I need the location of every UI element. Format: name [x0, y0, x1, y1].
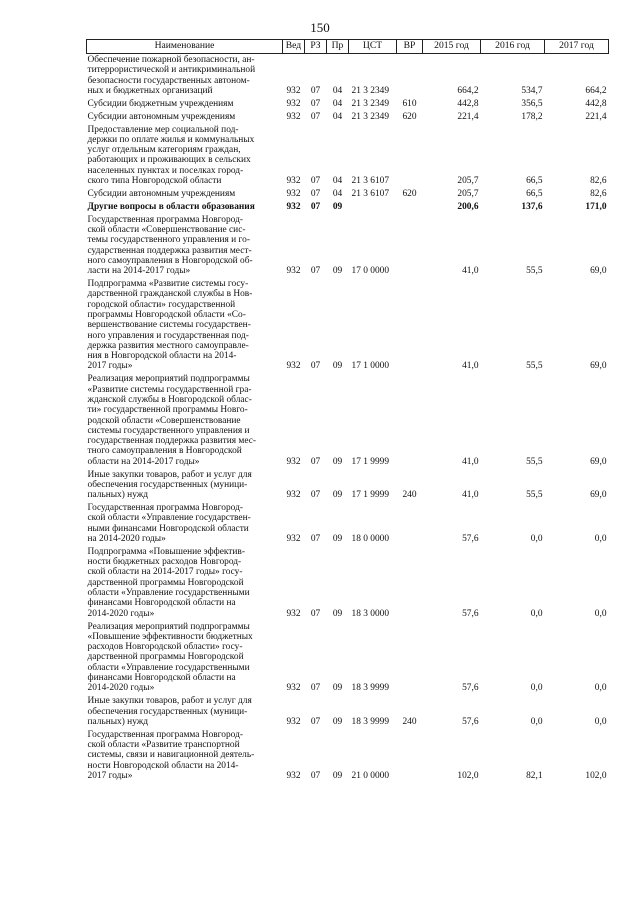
row-name-line: ской области «Развитие транспортной — [87, 740, 240, 751]
row-2015: 102,0 — [457, 770, 479, 781]
row-2017: 221,4 — [585, 111, 607, 122]
row-pr: 09 — [332, 266, 343, 277]
row-pr: 09 — [332, 456, 343, 467]
row-pr: 04 — [332, 85, 343, 96]
row-vr: 620 — [402, 111, 417, 122]
row-name-line: программы Новгородской области «Со- — [87, 309, 246, 320]
row-name — [87, 621, 283, 696]
row-2015: 57,6 — [462, 716, 479, 727]
row-name-line: ными финансами Новгородской области — [87, 523, 249, 534]
row-name-line: безопасности государственных автоном- — [87, 75, 250, 86]
row-ved: 932 — [286, 266, 301, 277]
row-name-line: Реализация мероприятий подпрограммы — [87, 621, 250, 632]
row-rz: 07 — [310, 85, 321, 96]
table-row — [87, 124, 609, 188]
table-row — [87, 201, 609, 214]
row-2016: 137,6 — [521, 201, 543, 212]
row-pr: 09 — [332, 716, 343, 727]
row-cst: 21 3 2349 — [351, 98, 389, 109]
row-vr — [397, 54, 423, 98]
row-2016: 66,5 — [526, 188, 543, 199]
row-2017: 0,0 — [594, 608, 607, 619]
row-name — [87, 546, 283, 621]
row-2015: 664,2 — [457, 85, 479, 96]
row-cst: 21 0 0000 — [351, 770, 389, 781]
row-cst: 17 1 9999 — [351, 456, 389, 467]
header-cst: ЦСТ — [349, 40, 397, 54]
row-vr: 620 — [402, 188, 417, 199]
row-name — [87, 502, 283, 546]
row-name-line: Реализация мероприятий подпрограммы — [87, 374, 250, 385]
row-2016: 0,0 — [530, 534, 543, 544]
row-2017: 69,0 — [590, 490, 607, 501]
table-row — [87, 214, 609, 278]
row-2016: 0,0 — [530, 608, 543, 619]
row-name-line: родской области «Совершенствование — [87, 415, 241, 426]
row-name-line: 2017 годы» — [87, 770, 133, 781]
row-2017: 69,0 — [590, 361, 607, 372]
row-name-line: ния в Новгородской области на 2014- — [87, 351, 237, 362]
row-name-line: области «Управление государственными — [87, 588, 250, 599]
row-2017: 69,0 — [590, 266, 607, 277]
header-vr: ВР — [397, 40, 423, 54]
row-rz: 07 — [310, 111, 321, 122]
row-rz: 07 — [310, 683, 321, 694]
row-rz: 07 — [310, 361, 321, 372]
row-2015: 205,7 — [457, 188, 479, 199]
row-name-line: титеррористической и антикриминальной — [87, 65, 256, 76]
table-row — [87, 111, 609, 124]
row-vr: 240 — [402, 716, 417, 727]
row-name-line: ской области на 2014-2017 годы» госу- — [87, 567, 243, 578]
row-2017: 102,0 — [585, 770, 607, 781]
row-rz: 07 — [310, 456, 321, 467]
row-2016: 178,2 — [521, 111, 543, 122]
row-2017: 442,8 — [585, 98, 607, 109]
header-2017: 2017 год — [545, 40, 609, 54]
row-name-line: Предоставление мер социальной под- — [87, 124, 239, 135]
row-2017: 664,2 — [585, 85, 607, 96]
row-2015: 41,0 — [462, 490, 479, 501]
row-name-line: населенных пунктах и поселках город- — [87, 165, 244, 176]
row-ved: 932 — [286, 456, 301, 467]
budget-table — [86, 39, 609, 783]
row-rz: 07 — [310, 201, 321, 212]
row-vr — [397, 201, 423, 214]
row-2017: 69,0 — [590, 456, 607, 467]
row-2015: 41,0 — [462, 266, 479, 277]
row-vr — [397, 214, 423, 278]
table-body — [87, 54, 609, 783]
row-cst: 17 1 0000 — [351, 361, 389, 372]
table-row — [87, 729, 609, 783]
row-2017: 82,6 — [590, 188, 607, 199]
row-name — [87, 214, 283, 278]
table-row — [87, 621, 609, 696]
row-pr: 09 — [332, 361, 343, 372]
row-name-line: городской области» государственной — [87, 299, 236, 310]
row-2016: 66,5 — [526, 176, 543, 187]
row-ved: 932 — [286, 176, 301, 187]
row-name-line: Подпрограмма «Развитие системы госу- — [87, 279, 249, 290]
row-ved: 932 — [286, 490, 301, 501]
row-vr: 610 — [402, 98, 417, 109]
table-header-row — [87, 40, 609, 54]
row-name — [87, 729, 283, 783]
row-pr: 09 — [332, 608, 343, 619]
row-name-line: обеспечения государственных (муници- — [87, 706, 248, 717]
table-row — [87, 188, 609, 201]
row-rz: 07 — [310, 188, 321, 199]
row-2017: 0,0 — [594, 683, 607, 694]
table-row — [87, 98, 609, 111]
row-pr: 04 — [332, 111, 343, 122]
row-2016: 534,7 — [521, 85, 543, 96]
row-2017: 0,0 — [594, 716, 607, 727]
header-rz: РЗ — [305, 40, 327, 54]
row-pr: 04 — [332, 188, 343, 199]
row-name — [87, 188, 283, 201]
row-cst: 18 0 0000 — [351, 534, 389, 544]
row-2017: 82,6 — [590, 176, 607, 187]
row-2016: 55,5 — [526, 490, 543, 501]
table-row — [87, 373, 609, 468]
row-vr — [397, 373, 423, 468]
row-name-line: темы государственного управления и го- — [87, 235, 250, 246]
row-name-line: вершенствование системы государствен- — [87, 320, 251, 331]
row-name-line: ного управления и государственная под- — [87, 330, 249, 341]
row-cst: 21 3 2349 — [351, 111, 389, 122]
row-name — [87, 373, 283, 468]
row-2015: 205,7 — [457, 176, 479, 187]
row-2016: 55,5 — [526, 456, 543, 467]
row-name-line: держки по оплате жилья и коммунальных — [87, 134, 255, 145]
row-cst: 18 3 9999 — [351, 716, 389, 727]
row-name-line: ного самоуправления в Новгородской об- — [87, 255, 253, 266]
row-vr — [397, 124, 423, 188]
row-2017: 0,0 — [594, 534, 607, 544]
row-ved: 932 — [286, 188, 301, 199]
row-2015: 41,0 — [462, 456, 479, 467]
row-2016: 82,1 — [526, 770, 543, 781]
row-name-line: сударственная поддержка развития мест- — [87, 245, 252, 256]
row-name — [87, 695, 283, 728]
row-ved: 932 — [286, 716, 301, 727]
row-cst: 18 3 9999 — [351, 683, 389, 694]
header-pr: Пр — [327, 40, 349, 54]
row-pr: 09 — [332, 201, 343, 212]
row-name-line: финансами Новгородской области на — [87, 598, 236, 609]
header-name: Наименование — [87, 40, 283, 54]
row-name-line: Иные закупки товаров, работ и услуг для — [87, 469, 252, 480]
row-vr — [397, 546, 423, 621]
table-row — [87, 546, 609, 621]
row-ved: 932 — [286, 98, 301, 109]
row-2017: 171,0 — [585, 201, 607, 212]
row-cst: 17 0 0000 — [351, 266, 389, 277]
row-name-line: дарственной программы Новгородской — [87, 652, 244, 663]
row-name-line: ности Новгородской области на 2014- — [87, 760, 239, 771]
row-name — [87, 98, 283, 111]
row-vr — [397, 729, 423, 783]
row-ved: 932 — [286, 111, 301, 122]
row-rz: 07 — [310, 608, 321, 619]
row-name-line: на 2014-2020 годы» — [87, 534, 166, 544]
row-2016: 356,5 — [521, 98, 543, 109]
row-cst: 17 1 9999 — [351, 490, 389, 501]
header-ved: Вед — [283, 40, 305, 54]
row-name-line: Иные закупки товаров, работ и услуг для — [87, 696, 252, 707]
row-ved: 932 — [286, 683, 301, 694]
row-vr — [397, 278, 423, 373]
row-vr — [397, 502, 423, 546]
row-name-line: Подпрограмма «Повышение эффектив- — [87, 546, 245, 557]
row-pr: 09 — [332, 683, 343, 694]
row-name-line: 2017 годы» — [87, 361, 133, 372]
row-2015: 200,6 — [457, 201, 479, 212]
row-ved: 932 — [286, 85, 301, 96]
table-row — [87, 278, 609, 373]
row-name — [87, 278, 283, 373]
row-ved: 932 — [286, 201, 301, 212]
row-rz: 07 — [310, 176, 321, 187]
row-name-line: Субсидии бюджетным учреждениям — [87, 98, 234, 109]
row-2016: 0,0 — [530, 683, 543, 694]
table-row — [87, 502, 609, 546]
row-name-line: Субсидии автономным учреждениям — [87, 188, 236, 199]
row-pr: 09 — [332, 490, 343, 501]
row-rz: 07 — [310, 716, 321, 727]
row-rz: 07 — [310, 534, 321, 544]
row-name-line: ности бюджетных расходов Новгород- — [87, 557, 242, 568]
row-rz: 07 — [310, 490, 321, 501]
row-name-line: ского типа Новгородской области — [87, 176, 222, 187]
row-2016: 55,5 — [526, 361, 543, 372]
row-name-line: ласти на 2014-2017 годы» — [87, 266, 191, 277]
row-2015: 57,6 — [462, 534, 479, 544]
row-name-line: системы, связи и навигационной деятель- — [87, 750, 255, 761]
row-name — [87, 201, 283, 214]
row-name — [87, 469, 283, 502]
row-ved: 932 — [286, 770, 301, 781]
header-2016: 2016 год — [481, 40, 545, 54]
row-name-line: тного самоуправления в Новгородской — [87, 446, 242, 457]
row-ved: 932 — [286, 361, 301, 372]
row-name-line: держка развития местного самоуправле- — [87, 340, 249, 351]
row-name-line: ской области «Управление государствен- — [87, 513, 251, 524]
row-ved: 932 — [286, 534, 301, 544]
row-2015: 221,4 — [457, 111, 479, 122]
row-name — [87, 124, 283, 188]
row-name-line: пальных) нужд — [87, 716, 149, 727]
row-rz: 07 — [310, 266, 321, 277]
row-pr: 09 — [332, 770, 343, 781]
row-name-line: расходов Новгородской области» госу- — [87, 642, 243, 653]
row-cst: 21 3 6107 — [351, 188, 389, 199]
row-name-line: дарственной гражданской службы в Нов- — [87, 289, 253, 300]
row-name-line: пальных) нужд — [87, 490, 149, 501]
row-name-line: финансами Новгородской области на — [87, 673, 236, 684]
row-name — [87, 54, 283, 98]
row-name-line: работающих и проживающих в сельских — [87, 155, 251, 166]
row-pr: 09 — [332, 534, 343, 544]
row-2015: 57,6 — [462, 608, 479, 619]
row-name-line: ти» государственной программы Новго- — [87, 405, 248, 416]
row-2015: 57,6 — [462, 683, 479, 694]
row-name-line: «Развитие системы государственной гра- — [87, 384, 252, 395]
page-number: 150 — [310, 20, 330, 35]
row-rz: 07 — [310, 98, 321, 109]
row-cst — [349, 201, 397, 214]
row-name-line: дарственной программы Новгородской — [87, 577, 244, 588]
table-row — [87, 695, 609, 728]
row-name-line: государственная поддержка развития мес- — [87, 436, 257, 447]
row-2016: 0,0 — [530, 716, 543, 727]
row-2015: 442,8 — [457, 98, 479, 109]
row-ved: 932 — [286, 608, 301, 619]
row-name-line: системы государственного управления и — [87, 425, 250, 436]
row-name-line: 2014-2020 годы» — [87, 683, 155, 694]
header-2015: 2015 год — [423, 40, 481, 54]
table-row — [87, 54, 609, 98]
row-name-line: ской области «Совершенствование сис- — [87, 225, 246, 236]
row-vr: 240 — [402, 490, 417, 501]
row-2015: 41,0 — [462, 361, 479, 372]
row-name-line: области на 2014-2017 годы» — [87, 456, 200, 467]
row-name-line: Государственная программа Новгород- — [87, 214, 243, 225]
row-name-line: Субсидии автономным учреждениям — [87, 111, 236, 122]
row-cst: 21 3 6107 — [351, 176, 389, 187]
row-rz: 07 — [310, 770, 321, 781]
row-cst: 18 3 0000 — [351, 608, 389, 619]
row-cst: 21 3 2349 — [351, 85, 389, 96]
row-name — [87, 111, 283, 124]
row-name-line: Обеспечение пожарной безопасности, ан- — [87, 55, 255, 65]
row-pr: 04 — [332, 98, 343, 109]
table-row — [87, 469, 609, 502]
row-name-line: Государственная программа Новгород- — [87, 729, 243, 740]
row-name-line: 2014-2020 годы» — [87, 608, 155, 619]
row-name-line: ных и бюджетных организаций — [87, 85, 213, 96]
row-name-line: «Повышение эффективности бюджетных — [87, 631, 253, 642]
row-name-line: обеспечения государственных (муници- — [87, 479, 248, 490]
row-name-line: услуг отдельным категориям граждан, — [87, 145, 241, 156]
row-pr: 04 — [332, 176, 343, 187]
row-name-line: Государственная программа Новгород- — [87, 503, 243, 514]
row-name-line: области «Управление государственными — [87, 662, 250, 673]
row-vr — [397, 621, 423, 696]
row-2016: 55,5 — [526, 266, 543, 277]
row-name-line: жданской службы в Новгородской облас- — [87, 394, 252, 405]
row-name-line: Другие вопросы в области образования — [87, 201, 255, 212]
